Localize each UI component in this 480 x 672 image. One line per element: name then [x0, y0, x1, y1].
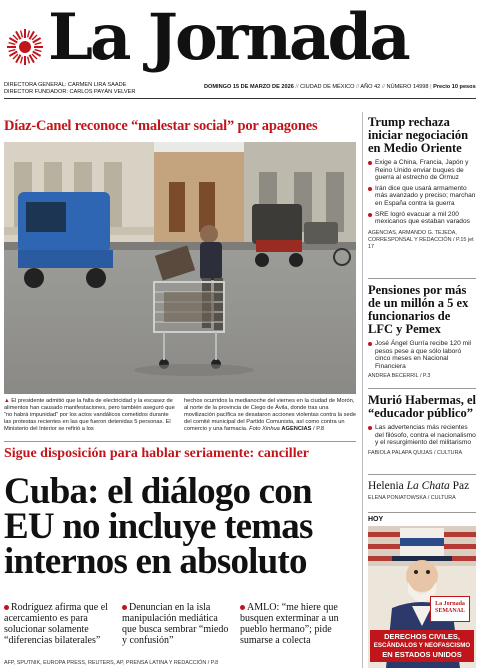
edition-date: DOMINGO 15 DE MARZO DE 2026 — [204, 84, 294, 90]
main-bullet-1[interactable]: Rodríguez afirma que el acercamiento es para solucionar solamente “diferencias bilaterales” — [4, 602, 108, 646]
semanal-badge: La Jornada SEMANAL — [430, 596, 470, 622]
side1-headline: Trump rechaza iniciar negociación en Medio Oriente — [368, 115, 469, 155]
side-story-habermas[interactable] — [368, 394, 476, 457]
edition-year: AÑO 42 — [360, 84, 381, 90]
sun-logo-icon — [6, 28, 44, 66]
supplement-cover[interactable] — [368, 526, 476, 668]
director-fundador: DIRECTOR FUNDADOR: CARLOS PAYÁN VELVER — [4, 89, 136, 95]
photo-caption — [4, 398, 356, 438]
edition-city: CIUDAD DE MÉXICO — [300, 84, 355, 90]
main-bullet-3[interactable]: AMLO: “me hiere que busquen exterminar a un pueblo hermano”; pide sumarse a colecta — [240, 602, 339, 646]
side2-credit: ANDREA BECERRIL / P.3 — [368, 373, 431, 380]
side1-bullet: Irán dice que usará armamento más avanzado y preciso; marchan en España contra la guerra — [368, 185, 476, 208]
main-headline-line2: EU no incluye temas — [4, 506, 313, 547]
bullet-icon — [240, 602, 247, 613]
column-title: Helenia La Chata Paz — [368, 480, 470, 492]
bullet-icon — [4, 602, 11, 613]
main-photo[interactable] — [4, 142, 356, 394]
photo-credit-prefix: Foto Xinhua — [249, 426, 280, 432]
side-story-pensiones[interactable] — [368, 284, 476, 380]
side3-headline: Murió Habermas, el “educador público” — [368, 393, 476, 420]
side2-bullet: José Ángel Gurría recibe 120 mil pesos pese a que sólo laboró cinco meses en Nacional Financiera — [368, 340, 476, 370]
director-general: DIRECTORA GENERAL: CARMEN LIRA SAADE — [4, 82, 127, 88]
side2-headline: Pensiones por más de un millón a 5 ex funcionarios de LFC y Pemex — [368, 283, 469, 336]
main-headline-line3: internos en absoluto — [4, 541, 307, 582]
top-headline[interactable]: Díaz-Canel reconoce “malestar social” por apagones — [4, 118, 318, 134]
photo-credit-page: / P.8 — [313, 426, 324, 432]
bullet-icon — [122, 602, 129, 613]
side3-bullet: Las advertencias más recientes del filósofo, contra el nacionalismo y el resurgimiento del militarismo — [368, 424, 476, 447]
edition-price: Precio 10 pesos — [433, 84, 476, 90]
side1-credit: AGENCIAS, ARMANDO G. TEJEDA, CORRESPONSAL Y REDACCIÓN / P.15 jet 17 — [368, 229, 474, 250]
caption-col1: El presidente admitió que la falta de electricidad y la escasez de alimentos han causado manifestaciones, pero también aseguró que “no habrá impunidad” por los actos vandálicos cometidos durante las protestas recientes en las que fueron detenidas 5 personas. El Ministerio del Interior se refirió a los — [4, 398, 175, 432]
edition-number: NÚMERO 14998 — [386, 84, 429, 90]
masthead — [0, 0, 480, 100]
edition-info: DOMINGO 15 DE MARZO DE 2026 // CIUDAD DE MÉXICO // AÑO 42 // NÚMERO 14998 | Precio 10 pesos — [204, 84, 476, 90]
caption-marker-icon: ▲ — [4, 398, 12, 404]
main-bullets — [4, 602, 360, 656]
photo-credit: AGENCIAS — [281, 426, 312, 432]
side3-credit: FABIOLA PALAPA QUIJAS / CULTURA — [368, 449, 463, 456]
column-poniatowska[interactable] — [368, 480, 476, 502]
supplement-cover-text: DERECHOS CIVILES, ESCÁNDALOS Y NEOFASCISMO EN ESTADOS UNIDOS — [370, 630, 474, 662]
main-credit: AFP, SPUTNIK, EUROPA PRESS, REUTERS, AP, PRENSA LATINA Y REDACCIÓN / P.8 — [4, 660, 219, 666]
newspaper-logo[interactable]: La Jornada — [48, 0, 408, 75]
side1-bullet: SRE logró evacuar a mil 200 mexicanos que estaban varados — [368, 211, 476, 226]
side-story-trump[interactable] — [368, 116, 476, 251]
main-headline[interactable] — [4, 471, 360, 582]
main-bullet-2[interactable]: Denuncian en la isla manipulación mediática que busca sembrar “miedo y confusión” — [122, 602, 229, 646]
side1-bullet: Exige a China, Francia, Japón y Reino Unido enviar buques de guerra al estrecho de Ormuz — [368, 159, 476, 182]
street-scene-image — [4, 142, 356, 394]
hoy-label: HOY — [368, 516, 384, 523]
secondary-headline[interactable]: Sigue disposición para hablar seriamente: canciller — [4, 446, 310, 461]
caption-col2: hechos ocurridos la medianoche del viernes en la ciudad de Morón, al norte de la provincia de Ciego de Ávila, donde tras una movilización pacífica se desataron acciones violentas contra la sede del comité municipal del Partido Comunista, así como contra un comercio y una farmacia. — [184, 398, 356, 432]
column-credit: ELENA PONIATOWSKA / CULTURA — [368, 495, 456, 501]
main-headline-line1: Cuba: el diálogo con — [4, 471, 312, 512]
